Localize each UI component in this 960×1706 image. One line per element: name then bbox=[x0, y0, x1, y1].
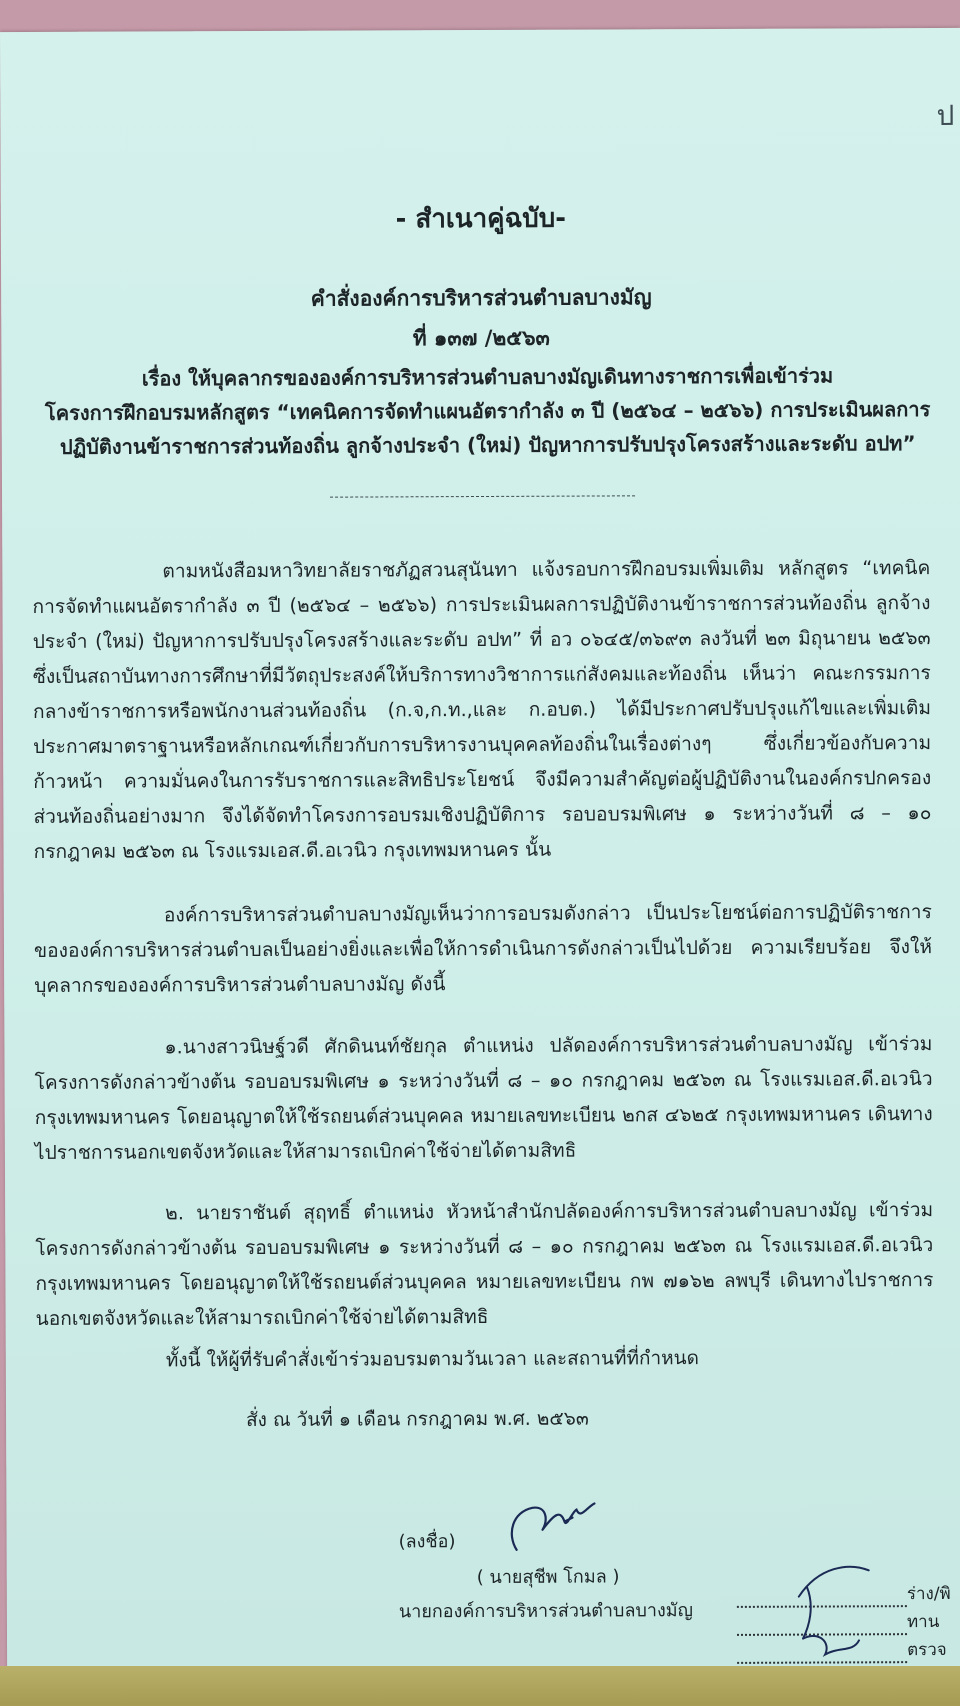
order-title: คำสั่งองค์การบริหารส่วนตำบลบางมัญ bbox=[310, 285, 652, 311]
subject-line: เรื่อง ให้บุคลากรขององค์การบริหารส่วนตำบลบางมัญเดินทางราชการเพื่อเข้าร่วม bbox=[141, 363, 834, 391]
dashed-divider bbox=[330, 495, 635, 497]
handwritten-signature bbox=[502, 1497, 602, 1561]
paragraph-reference: ตามหนังสือมหาวิทยาลัยราชภัฏสวนสุนันทา แจ้งรอบการฝึกอบรมเพิ่มเติม หลักสูตร “เทคนิคการจัดทำแผนอัตรากำลัง ๓ ปี (๒๕๖๔ – ๒๕๖๖) การประเมินผลการปฏิบัติงานข้าราชการส่วนท้องถิ่น ลูกจ้างประจำ (ใหม่) ปัญหาการปรับปรุงโครงสร้างและระดับ อปท” ที่ อว ๐๖๔๕/๓๖๙๓ ลงวันที่ ๒๓ มิถุนายน ๒๕๖๓ ซึ่งเป็นสถาบันทางการศึกษาที่มีวัตถุประสงค์ให้บริการทางวิชาการแก่สังคมและท้องถิ่น เห็นว่า คณะกรรมการกลางข้าราชการหรือพนักงานส่วนท้องถิ่น (ก.จ,ก.ท.,และ ก.อบต.) ได้มีประกาศปรับปรุงแก้ไขและเพิ่มเติมประกาศมาตราฐานหรือหลักเกณฑ์เกี่ยวกับการบริหารงานบุคคลท้องถิ่นในเรื่องต่างๆ ซึ่งเกี่ยวข้องกับความก้าวหน้า ความมั่นคงในการรับราชการและสิทธิประโยชน์ จึงมีความสำคัญต่อผู้ปฏิบัติงานในองค์กรปกครองส่วนท้องถิ่นอย่างมาก จึงได้จัดทำโครงการอบรมเชิงปฏิบัติการ รอบอบรมพิเศษ ๑ ระหว่างวันที่ ๘ – ๑๐ กรกฎาคม ๒๕๖๓ ณ โรงแรมเอส.ดี.อเวนิว กรุงเทพมหานคร นั้น bbox=[32, 556, 932, 863]
routing-line-draft: ร่าง/พิ bbox=[737, 1580, 960, 1608]
handwritten-initials bbox=[779, 1556, 879, 1662]
paragraph-decision: องค์การบริหารส่วนตำบลบางมัญเห็นว่าการอบรมดังกล่าว เป็นประโยชน์ต่อการปฏิบัติราชการขององค์การบริหารส่วนตำบลเป็นอย่างยิ่งและเพื่อให้การดำเนินการดังกล่าวเป็นไปด้วย ความเรียบร้อย จึงให้บุคลากรขององค์การบริหารส่วนตำบลบางมัญ ดังนี้ bbox=[33, 900, 933, 997]
attendee-item-2: ๒. นายราชันต์ สุฤทธิ์ ตำแหน่ง หัวหน้าสำนักปลัดองค์การบริหารส่วนตำบลบางมัญ เข้าร่วมโครงการดังกล่าวข้างต้น รอบอบรมพิเศษ ๑ ระหว่างวันที่ ๘ – ๑๐ กรกฎาคม ๒๕๖๓ ณ โรงแรมเอส.ดี.อเวนิว กรุงเทพมหานคร โดยอนุญาตให้ใช้รถยนต์ส่วนบุคคล หมายเลขทะเบียน กพ ๗๑๖๒ ลพบุรี เดินทางไปราชการนอกเขตจังหวัดและให้สามารถเบิกค่าใช้จ่ายได้ตามสิทธิ bbox=[35, 1198, 934, 1330]
attendee-item-1: ๑.นางสาวนิษฐ์วดี ศักดินนท์ชัยกุล ตำแหน่ง ปลัดองค์การบริหารส่วนตำบลบางมัญ เข้าร่วมโครงการดังกล่าวข้างต้น รอบอบรมพิเศษ ๑ ระหว่างวันที่ ๘ – ๑๐ กรกฎาคม ๒๕๖๓ ณ โรงแรมเอส.ดี.อเวนิว กรุงเทพมหานคร โดยอนุญาตให้ใช้รถยนต์ส่วนบุคคล หมายเลขทะเบียน ๒กส ๔๖๒๕ กรุงเทพมหานคร เดินทางไปราชการนอกเขตจังหวัดและให้สามารถเบิกค่าใช้จ่ายได้ตามสิทธิ bbox=[34, 1032, 933, 1164]
routing-line-check: ตรวจ bbox=[737, 1636, 960, 1664]
issued-date: สั่ง ณ วันที่ ๑ เดือน กรกฎาคม พ.ศ. ๒๕๖๓ bbox=[246, 1407, 589, 1432]
signer-name: ( นายสุชีพ โกมล ) bbox=[476, 1566, 620, 1589]
signed-label: (ลงชื่อ) bbox=[398, 1531, 456, 1553]
subject-block bbox=[37, 358, 937, 464]
order-number: ที่ ๑๓๗ /๒๕๖๓ bbox=[412, 325, 550, 351]
routing-line-review: ทาน bbox=[737, 1608, 960, 1636]
desk-surface bbox=[0, 1666, 960, 1706]
subject-line: ปฏิบัติงานข้าราชการส่วนท้องถิ่น ลูกจ้างประจำ (ใหม่) ปัญหาการปรับปรุงโครงสร้างและระดับ อปท” bbox=[59, 431, 916, 459]
document-page bbox=[0, 28, 960, 1677]
corner-handwritten-mark: ป bbox=[936, 98, 955, 133]
subject-line: โครงการฝึกอบรมหลักสูตร “เทคนิคการจัดทำแผนอัตรากำลัง ๓ ปี (๒๕๖๔ – ๒๕๖๖) การประเมินผลการ bbox=[44, 397, 931, 425]
copy-title: - สำเนาคู่ฉบับ- bbox=[395, 203, 567, 235]
closing-statement: ทั้งนี้ ให้ผู้ที่รับคำสั่งเข้าร่วมอบรมตามวันเวลา และสถานที่ที่กำหนด bbox=[165, 1347, 700, 1372]
signer-title: นายกองค์การบริหารส่วนตำบลบางมัญ bbox=[398, 1600, 694, 1623]
